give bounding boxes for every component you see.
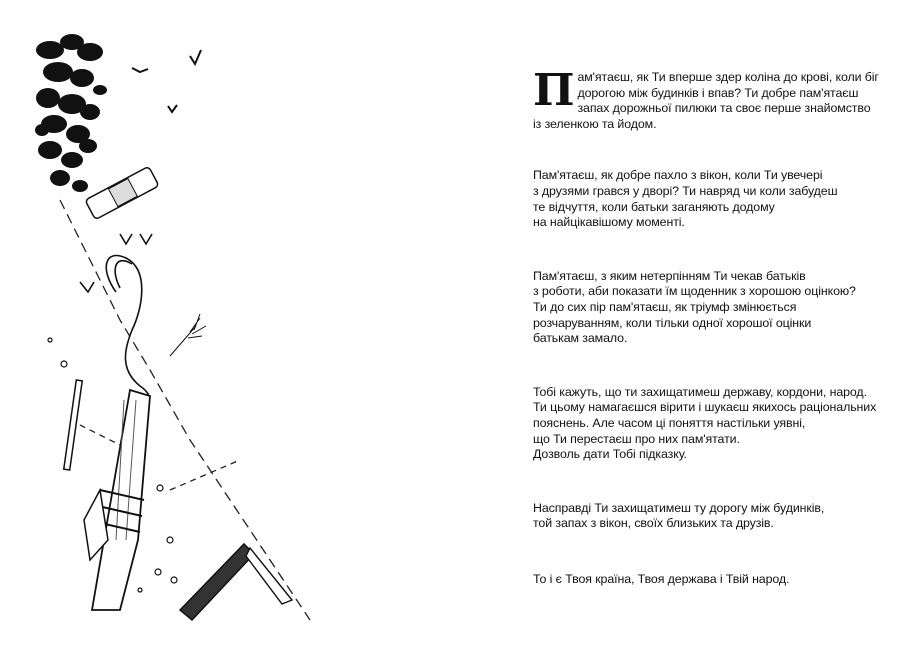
- text-line: дорогою між будинків і впав? Ти добре пам'ятаєш: [577, 85, 859, 100]
- text-line: розчаруванням, коли тільки одної хорошої оцінки: [533, 315, 812, 330]
- text-line: на найцікавішому моменті.: [533, 215, 685, 230]
- poem-text: [533, 65, 893, 625]
- foliage-illustration: [35, 34, 107, 192]
- text-line: Ти цьому намагаєшся вірити і шукаєш якихось раціональних: [533, 400, 877, 415]
- paragraph-2: [533, 168, 893, 230]
- slingshot-illustration: [84, 390, 150, 610]
- slingshot-band-illustration: [80, 234, 152, 406]
- feather-illustration: [170, 314, 206, 356]
- illustration: [20, 20, 340, 630]
- text-line: батькам замало.: [533, 331, 628, 346]
- paragraph-6: [533, 572, 893, 588]
- text-line: той запах з вікон, своїх близьких та друзів.: [533, 516, 774, 531]
- stick-illustration: [64, 380, 82, 470]
- birds-illustration: [132, 50, 201, 112]
- paragraph-5: [533, 501, 893, 532]
- text-line: що Ти перестаєш про них пам'ятати.: [533, 431, 740, 446]
- text-line: з роботи, аби показати їм щоденник з хорошою оцінкою?: [533, 284, 856, 299]
- text-line: з друзями грався у дворі? Ти навряд чи коли забудеш: [533, 183, 838, 198]
- text-line: запах дорожньої пилюки та своє перше знайомство: [577, 101, 871, 116]
- knife-illustration: [180, 544, 292, 620]
- text-line: Пам'ятаєш, як добре пахло з вікон, коли Ти увечері: [533, 168, 823, 183]
- road-line-illustration: [60, 200, 310, 620]
- text-line: із зеленкою та йодом.: [533, 116, 657, 131]
- text-line: ам'ятаєш, як Ти вперше здер коліна до крові, коли біг: [577, 70, 879, 84]
- bandage-illustration: [85, 166, 159, 219]
- text-line: Насправді Ти захищатимеш ту дорогу між будинків,: [533, 500, 825, 515]
- text-line: Тобі кажуть, що ти захищатимеш державу, кордони, народ.: [533, 384, 867, 399]
- drop-cap: П: [533, 65, 575, 116]
- text-line: Дозволь дати Тобі підказку.: [533, 447, 687, 462]
- paragraph-4: [533, 385, 893, 463]
- text-line: То і є Твоя країна, Твоя держава і Твій народ.: [533, 571, 790, 586]
- text-line: Ти до сих пір пам'ятаєш, як тріумф змінюється: [533, 299, 797, 314]
- text-line: Пам'ятаєш, з яким нетерпінням Ти чекав батьків: [533, 268, 806, 283]
- text-line: пояснень. Але часом ці поняття настільки уявні,: [533, 415, 806, 430]
- text-line: те відчуття, коли батьки заганяють додому: [533, 199, 775, 214]
- paragraph-3: [533, 269, 893, 347]
- paragraph-1: [533, 65, 893, 132]
